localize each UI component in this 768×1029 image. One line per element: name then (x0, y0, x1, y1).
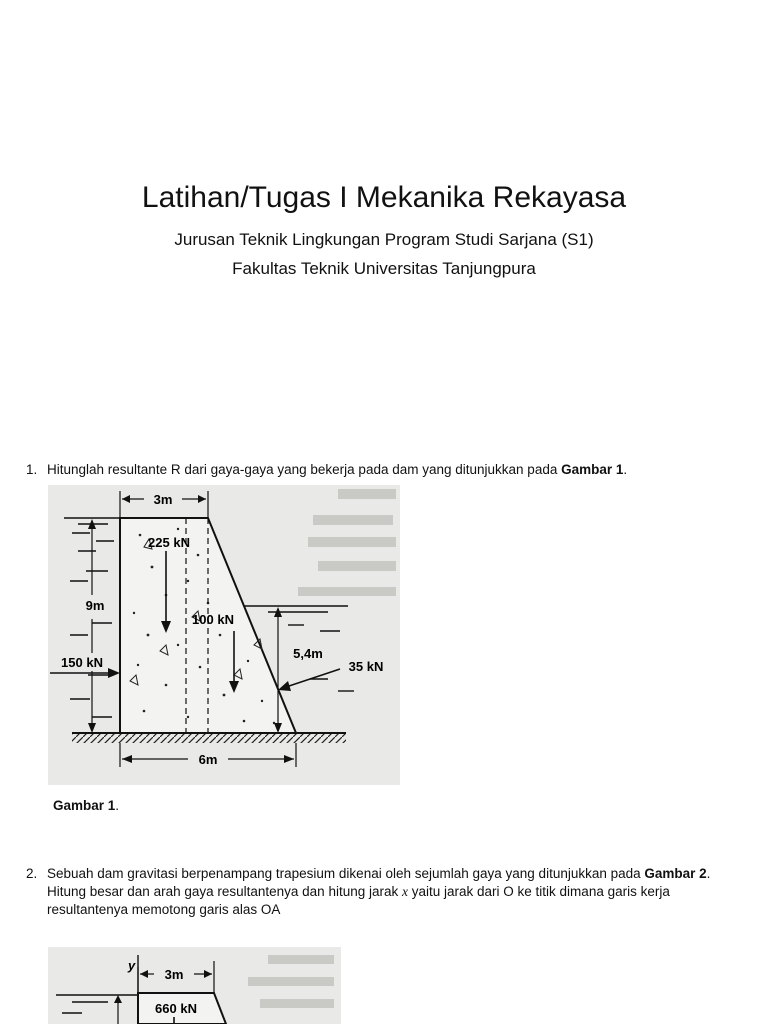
page-subtitle-department: Jurusan Teknik Lingkungan Program Studi Sarjana (S1) (174, 230, 594, 249)
axis-y-label: y (128, 958, 136, 973)
dim-top-width-label: 3m (153, 492, 173, 507)
question-number: 1. (26, 462, 38, 477)
figure-reference: Gambar 2 (644, 866, 707, 881)
question-text (47, 865, 746, 919)
question-text-part: Sebuah dam gravitasi berpenampang trapesium dikenai oleh sejumlah gaya yang ditunjukkan pada (47, 866, 645, 881)
dim-height-label: 9m (85, 598, 105, 613)
figure-1-caption (53, 798, 119, 813)
caption-label: Gambar 1 (53, 798, 116, 813)
question-text-part: Hitunglah resultante R dari gaya-gaya yang bekerja pada dam yang ditunjukkan pada (47, 462, 562, 477)
figure-reference: Gambar 1 (561, 462, 624, 477)
question-1 (26, 461, 746, 479)
question-text (47, 461, 746, 479)
load-225-label: 225 kN (148, 535, 190, 550)
dim-base-width-label: 6m (198, 752, 218, 767)
load-100-label: 100 kN (192, 612, 234, 627)
variable-x: x (402, 884, 408, 899)
water-force-150-label: 150 kN (61, 655, 103, 670)
figure-1-dam-diagram (48, 485, 400, 785)
question-2 (26, 865, 746, 919)
question-number: 2. (26, 866, 38, 881)
caption-punctuation: . (115, 798, 120, 813)
side-force-35-label: 35 kN (348, 659, 384, 674)
question-text-part: yaitu jarak dari O ke titik dimana garis kerja resultantenya memotong garis alas OA (47, 884, 670, 917)
page-subtitle-faculty: Fakultas Teknik Universitas Tanjungpura (232, 259, 536, 278)
question-text-part: . (623, 462, 628, 477)
page-title: Latihan/Tugas I Mekanika Rekayasa (141, 181, 627, 214)
figure-2-dam-diagram (48, 947, 341, 1024)
water-depth-label: 5,4m (293, 646, 323, 661)
load-660-label: 660 kN (155, 1001, 197, 1016)
dim-top-width-label: 3m (164, 967, 184, 982)
question-text-part: . Hitung besar dan arah gaya resultantenya dan hitung jarak (47, 866, 711, 899)
